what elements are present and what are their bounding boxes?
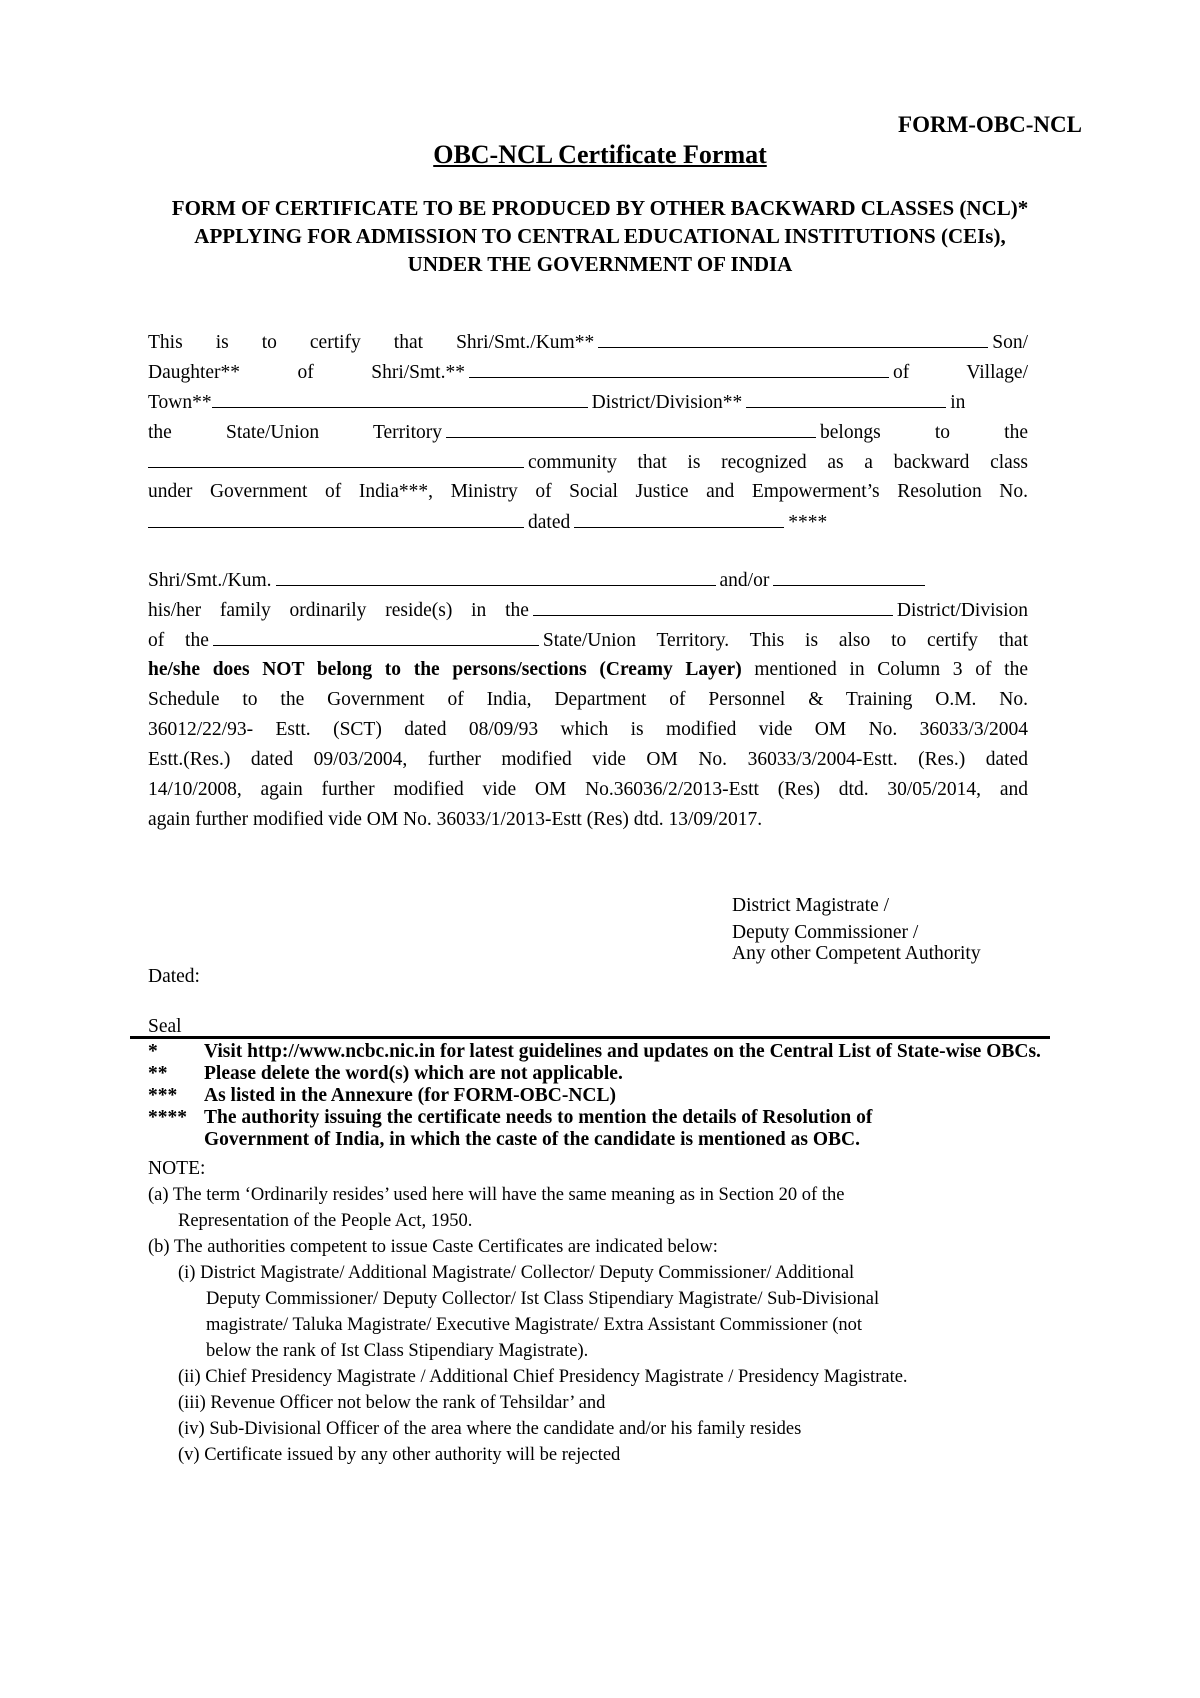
signatory-line1: District Magistrate /: [732, 895, 890, 916]
state-blank[interactable]: [446, 417, 816, 438]
para1-line1: This is to certify that Shri/Smt./Kum** Son/: [148, 327, 1028, 357]
note-a-line2: Representation of the People Act, 1950.: [178, 1211, 473, 1231]
form-code: FORM-OBC-NCL: [898, 112, 1082, 137]
para2-line3: of the State/Union Territory. This is also to certify that: [148, 625, 1028, 655]
para2-line5: Schedule to the Government of India, Department of Personnel & Training O.M. No.: [148, 689, 1028, 710]
form-subtitle: FORM OF CERTIFICATE TO BE PRODUCED BY OTHER BACKWARD CLASSES (NCL)* APPLYING FOR ADMISSION TO CENTRAL EDUCATIONAL INSTITUTIONS (CEIs), UNDER THE GOVERNMENT OF INDIA: [171, 196, 1029, 276]
footnote-4-cont: Government of India, in which the caste of the candidate is mentioned as OBC.: [204, 1129, 860, 1150]
footnote-divider: [130, 1036, 1050, 1039]
para1-line7: dated ****: [148, 507, 1028, 537]
footnote-2: ** Please delete the word(s) which are not applicable.: [148, 1063, 623, 1084]
para1-line4: the State/Union Territory belongs to the: [148, 417, 1028, 447]
note-b-i-line2: Deputy Commissioner/ Deputy Collector/ Ist Class Stipendiary Magistrate/ Sub-Divisional: [206, 1289, 880, 1309]
para2-line6: 36012/22/93- Estt. (SCT) dated 08/09/93 which is modified vide OM No. 36033/3/2004: [148, 719, 1028, 740]
para2-line8: 14/10/2008, again further modified vide OM No.36036/2/2013-Estt (Res) dtd. 30/05/2014, and: [148, 779, 1028, 800]
village-town-blank[interactable]: [212, 387, 588, 408]
candidate-name-blank[interactable]: [276, 565, 716, 586]
name-blank[interactable]: [598, 327, 988, 348]
residence-state-blank[interactable]: [213, 625, 539, 646]
note-b-i-line1: (i) District Magistrate/ Additional Magistrate/ Collector/ Deputy Commissioner/ Additional: [178, 1263, 855, 1283]
para2-line1: Shri/Smt./Kum. and/or: [148, 565, 1028, 595]
note-b-iii: (iii) Revenue Officer not below the rank of Tehsildar’ and: [178, 1393, 606, 1413]
parent-name-blank[interactable]: [469, 357, 889, 378]
dated-label: Dated:: [148, 966, 200, 987]
footnote-4: **** The authority issuing the certificate needs to mention the details of Resolution of: [148, 1107, 873, 1128]
footnote-1: * Visit http://www.ncbc.nic.in for latest guidelines and updates on the Central List of State-wise OBCs.: [148, 1041, 1041, 1062]
signatory-line2: Deputy Commissioner /: [732, 922, 919, 943]
resolution-date-blank[interactable]: [574, 507, 784, 528]
page-title: OBC-NCL Certificate Format: [433, 140, 767, 169]
para2-line9: again further modified vide OM No. 36033/1/2013-Estt (Res) dtd. 13/09/2017.: [148, 809, 763, 830]
signatory-line3: Any other Competent Authority: [732, 943, 981, 964]
note-a-line1: (a) The term ‘Ordinarily resides’ used here will have the same meaning as in Section 20 of the: [148, 1185, 845, 1205]
residence-district-blank[interactable]: [533, 595, 893, 616]
footnote-3: *** As listed in the Annexure (for FORM-OBC-NCL): [148, 1085, 617, 1106]
para1-line6: under Government of India***, Ministry of Social Justice and Empowerment’s Resolution No.: [148, 481, 1028, 502]
resolution-no-blank[interactable]: [148, 507, 524, 528]
para1-line3: Town** District/Division** in: [148, 387, 1028, 417]
para2-line2: his/her family ordinarily reside(s) in the District/Division: [148, 595, 1028, 625]
note-b-i-line3: magistrate/ Taluka Magistrate/ Executive Magistrate/ Extra Assistant Commissioner (not: [206, 1315, 863, 1335]
note-b-ii: (ii) Chief Presidency Magistrate / Additional Chief Presidency Magistrate / Presidency Magistrate.: [178, 1367, 908, 1387]
note-b-v: (v) Certificate issued by any other authority will be rejected: [178, 1445, 621, 1465]
para1-line2: Daughter** of Shri/Smt.** of Village/: [148, 357, 1028, 387]
para1-line5: community that is recognized as a backward class: [148, 447, 1028, 477]
family-blank[interactable]: [773, 565, 925, 586]
community-blank[interactable]: [148, 447, 524, 468]
note-b-iv: (iv) Sub-Divisional Officer of the area where the candidate and/or his family resides: [178, 1419, 802, 1439]
seal-label: Seal: [148, 1016, 182, 1037]
note-b: (b) The authorities competent to issue Caste Certificates are indicated below:: [148, 1237, 718, 1257]
para2-line4: he/she does NOT belong to the persons/sections (Creamy Layer) mentioned in Column 3 of the: [148, 659, 1028, 680]
note-heading: NOTE:: [148, 1158, 206, 1179]
note-b-i-line4: below the rank of Ist Class Stipendiary Magistrate).: [206, 1341, 589, 1361]
para2-line7: Estt.(Res.) dated 09/03/2004, further modified vide OM No. 36033/3/2004-Estt. (Res.) dated: [148, 749, 1028, 770]
district-blank[interactable]: [746, 387, 946, 408]
